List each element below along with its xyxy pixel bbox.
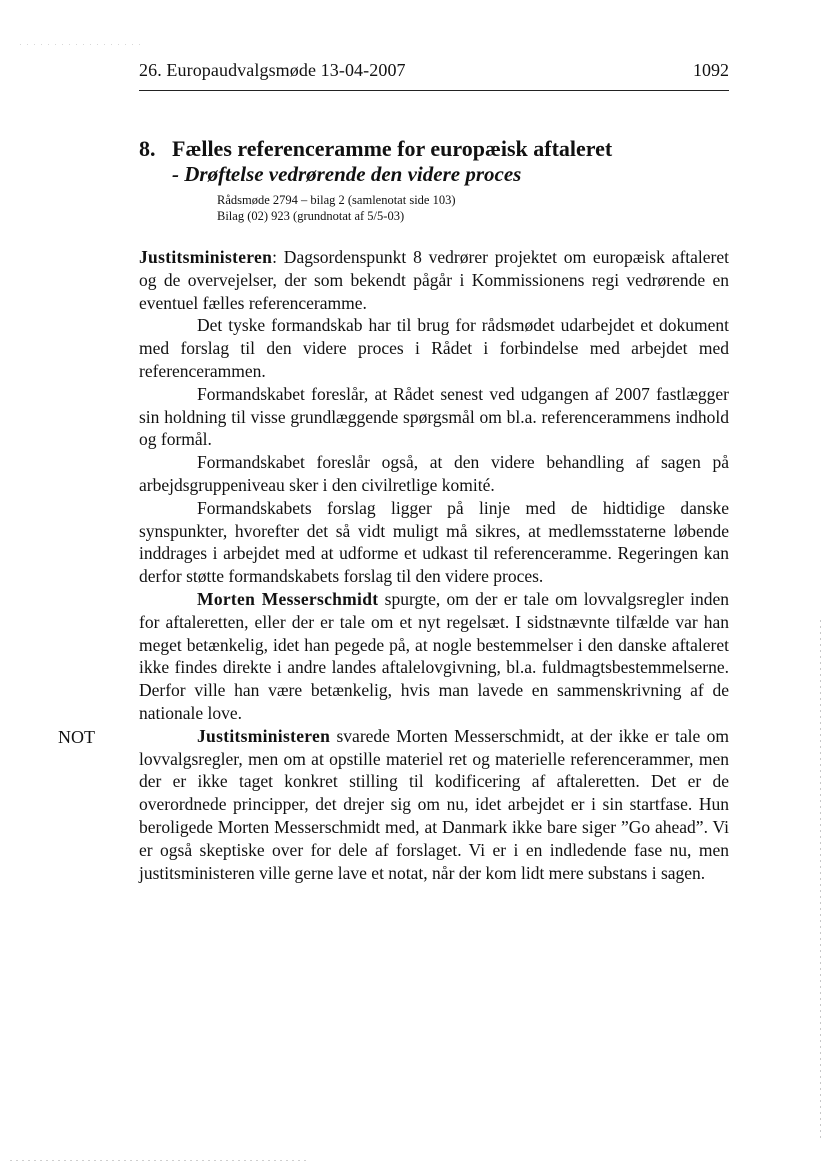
scan-artifact-top: [20, 44, 140, 45]
speaker-name: Morten Messerschmidt: [197, 588, 379, 609]
paragraph-text: Formandskabet foreslår, at Rådet senest ved udgangen af 2007 fastlægger sin holdning til visse grundlæggende spørgsmål om bl.a. referencerammens indhold og formål.: [139, 383, 729, 450]
margin-note: NOT: [58, 727, 95, 747]
speaker-name: Justitsministeren: [139, 247, 273, 267]
agenda-reference: Rådsmøde 2794 – bilag 2 (samlenotat side 103): [217, 193, 456, 207]
paragraph-text: : Dagsordenspunkt 8 vedrører projektet om europæisk aftaleret og de overvejelser, der som bekendt pågår i Kommissionens regi vedrørende en eventuel fælles referenceramme.: [139, 247, 729, 313]
agenda-subtitle: - Drøftelse vedrørende den videre proces: [172, 162, 522, 186]
meeting-title: 26. Europaudvalgsmøde 13-04-2007: [139, 60, 406, 80]
paragraph: [139, 451, 729, 497]
scan-artifact-edge: [820, 620, 821, 1140]
page-number: 1092: [693, 60, 729, 80]
paragraph: [139, 725, 729, 885]
page-header: [139, 56, 729, 91]
paragraph-text: spurgte, om der er tale om lovvalgsregler inden for aftaleretten, eller der er tale om et nyt regelsæt. I sidstnævnte tilfælde var han meget betænkelig, idet han pegede på, at nogle bestemmelser i den danske aftaleret ikke findes direkte i andre landes aftalelovgivning, bl.a. fuldmagtsbestemmelserne. Derfor ville han være betænkelig, hvis man lavede en sammenskrivning af de nationale love.: [139, 588, 729, 723]
paragraph-text: Formandskabets forslag ligger på linje med de hidtidige danske synspunkter, hvorefter det så vidt muligt må sikres, at medlemsstaterne løbende inddrages i arbejdet med at udforme et udkast til referenceramme. Regeringen kan derfor støtte formandskabets forslag til den videre proces.: [139, 497, 729, 587]
paragraph-text: svarede Morten Messerschmidt, at der ikke er tale om lovvalgsregler, men om at opstille materiel ret og materielle referencerammer, men der er ikke taget konkret stilling til kodificering af aftaleretten. Det er de overordnede principper, det drejer sig om nu, idet arbejdet er i sin startfase. Hun beroligede Morten Messerschmidt med, at Danmark ikke bare siger ”Go ahead”. Vi er også skeptiske over for dele af forslaget. Vi er i en indledende fase nu, men justitsministeren ville gerne lave et notat, når der kom lidt mere substans i sagen.: [139, 725, 729, 883]
paragraph: [139, 314, 729, 382]
agenda-number: 8.: [139, 136, 156, 161]
paragraph: [139, 588, 729, 725]
paragraph: [139, 383, 729, 451]
speaker-name: Justitsministeren: [197, 725, 331, 746]
paragraph: [139, 246, 729, 314]
paragraph: [139, 497, 729, 588]
minutes-body: [139, 246, 729, 884]
paragraph-text: Det tyske formandskab har til brug for rådsmødet udarbejdet et dokument med forslag til den videre proces i Rådet i forbindelse med arbejdet med referencerammen.: [139, 315, 729, 381]
scan-artifact-bottom: [10, 1160, 310, 1161]
agenda-title: Fælles referenceramme for europæisk aftaleret: [172, 136, 613, 161]
agenda-reference: Bilag (02) 923 (grundnotat af 5/5-03): [217, 209, 405, 223]
paragraph-text: Formandskabet foreslår også, at den videre behandling af sagen på arbejdsgruppeniveau sker i den civilretlige komité.: [139, 452, 729, 495]
